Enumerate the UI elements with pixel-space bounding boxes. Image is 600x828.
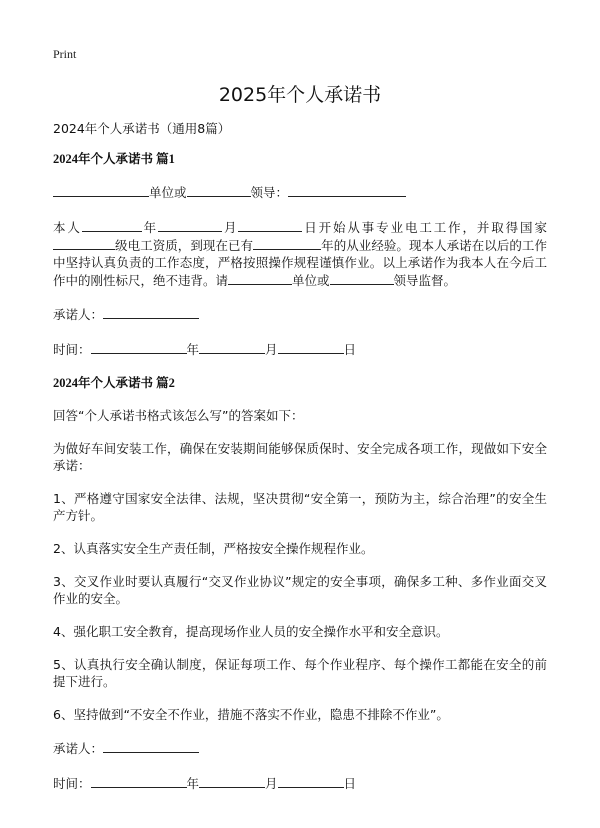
section-2-heading: 2024年个人承诺书 篇2 (53, 376, 175, 390)
section-2-signer-line (53, 739, 547, 757)
blank-field (187, 183, 251, 197)
list-item: 4、强化职工安全教育，提高现场作业人员的安全操作水平和安全意识。 (53, 624, 449, 639)
leader-label: 领导： (250, 185, 289, 200)
time-label: 时间： (53, 776, 91, 791)
blank-field (53, 183, 149, 197)
blank-field (330, 271, 394, 285)
year-label: 年 (186, 776, 200, 791)
year-label: 年 (186, 342, 200, 357)
list-item: 1、严格遵守国家安全法律、法规，坚决贯彻“安全第一，预防为主，综合治理”的安全生产方针。 (53, 491, 547, 523)
para-text: 领导监督。 (393, 273, 457, 288)
document-body (53, 120, 547, 809)
blank-field (103, 739, 199, 753)
blank-field (158, 218, 222, 232)
para-text: 本人 (53, 220, 82, 235)
blank-field (199, 774, 265, 788)
unit-or-label: 单位或 (149, 185, 187, 200)
signer-label: 承诺人： (53, 741, 104, 756)
blank-field (53, 236, 115, 250)
para-text: 年 (141, 220, 159, 235)
para-text: 单位或 (292, 273, 330, 288)
blank-field (199, 340, 265, 354)
blank-field (238, 218, 302, 232)
day-label: 日 (343, 342, 357, 357)
month-label: 月 (265, 776, 278, 791)
list-item: 6、坚持做到“不安全不作业，措施不落实不作业，隐患不排除不作业”。 (53, 707, 449, 722)
para-text: 日开始从事专业电工工作，并取得国家 (302, 220, 547, 235)
list-item: 3、交叉作业时要认真履行“交叉作业协议”规定的安全事项，确保多工种、多作业面交叉作业的安全。 (53, 574, 547, 606)
list-item: 5、认真执行安全确认制度，保证每项工作、每个作业程序、每个操作工都能在安全的前提下进行。 (53, 657, 547, 689)
para-text: 级电工资质，到现在已有 (115, 238, 254, 253)
blank-field (278, 774, 344, 788)
signer-label: 承诺人： (53, 307, 104, 322)
section-1-heading: 2024年个人承诺书 篇1 (53, 152, 175, 166)
blank-field (253, 236, 321, 250)
blank-field (288, 183, 406, 197)
section-2-time-line (53, 774, 547, 792)
para-text: 月 (222, 220, 239, 235)
time-label: 时间： (53, 342, 91, 357)
blank-field (91, 774, 187, 788)
blank-field (228, 271, 292, 285)
list-item: 2、认真落实安全生产责任制，严格按安全操作规程作业。 (53, 541, 374, 556)
document-subtitle: 2024年个人承诺书（通用8篇） (53, 121, 231, 136)
document-title: 2025年个人承诺书 (218, 84, 382, 106)
section-2-lead: 为做好车间安装工作，确保在安装期间能够保质保时、安全完成各项工作，现做如下安全承诺： (53, 441, 547, 473)
blank-field (82, 218, 142, 232)
para-text: 年的从业经验。现本人承诺在以后的工作中坚持认真负责的工作态度，严格按照操作规程谨慎作业。以上承诺作为我本人在今后工作中的刚性标尺，绝不违背。请 (53, 238, 547, 288)
section-1-time-line (53, 340, 547, 358)
blank-field (91, 340, 187, 354)
day-label: 日 (343, 776, 357, 791)
print-link[interactable]: Print (53, 47, 77, 61)
section-2-intro: 回答“个人承诺书格式该怎么写”的答案如下： (53, 408, 304, 423)
blank-field (278, 340, 344, 354)
month-label: 月 (265, 342, 278, 357)
section-1-paragraph (53, 218, 547, 289)
section-1-addressee-line (53, 183, 547, 201)
blank-field (103, 305, 199, 319)
section-1-signer-line (53, 305, 547, 323)
